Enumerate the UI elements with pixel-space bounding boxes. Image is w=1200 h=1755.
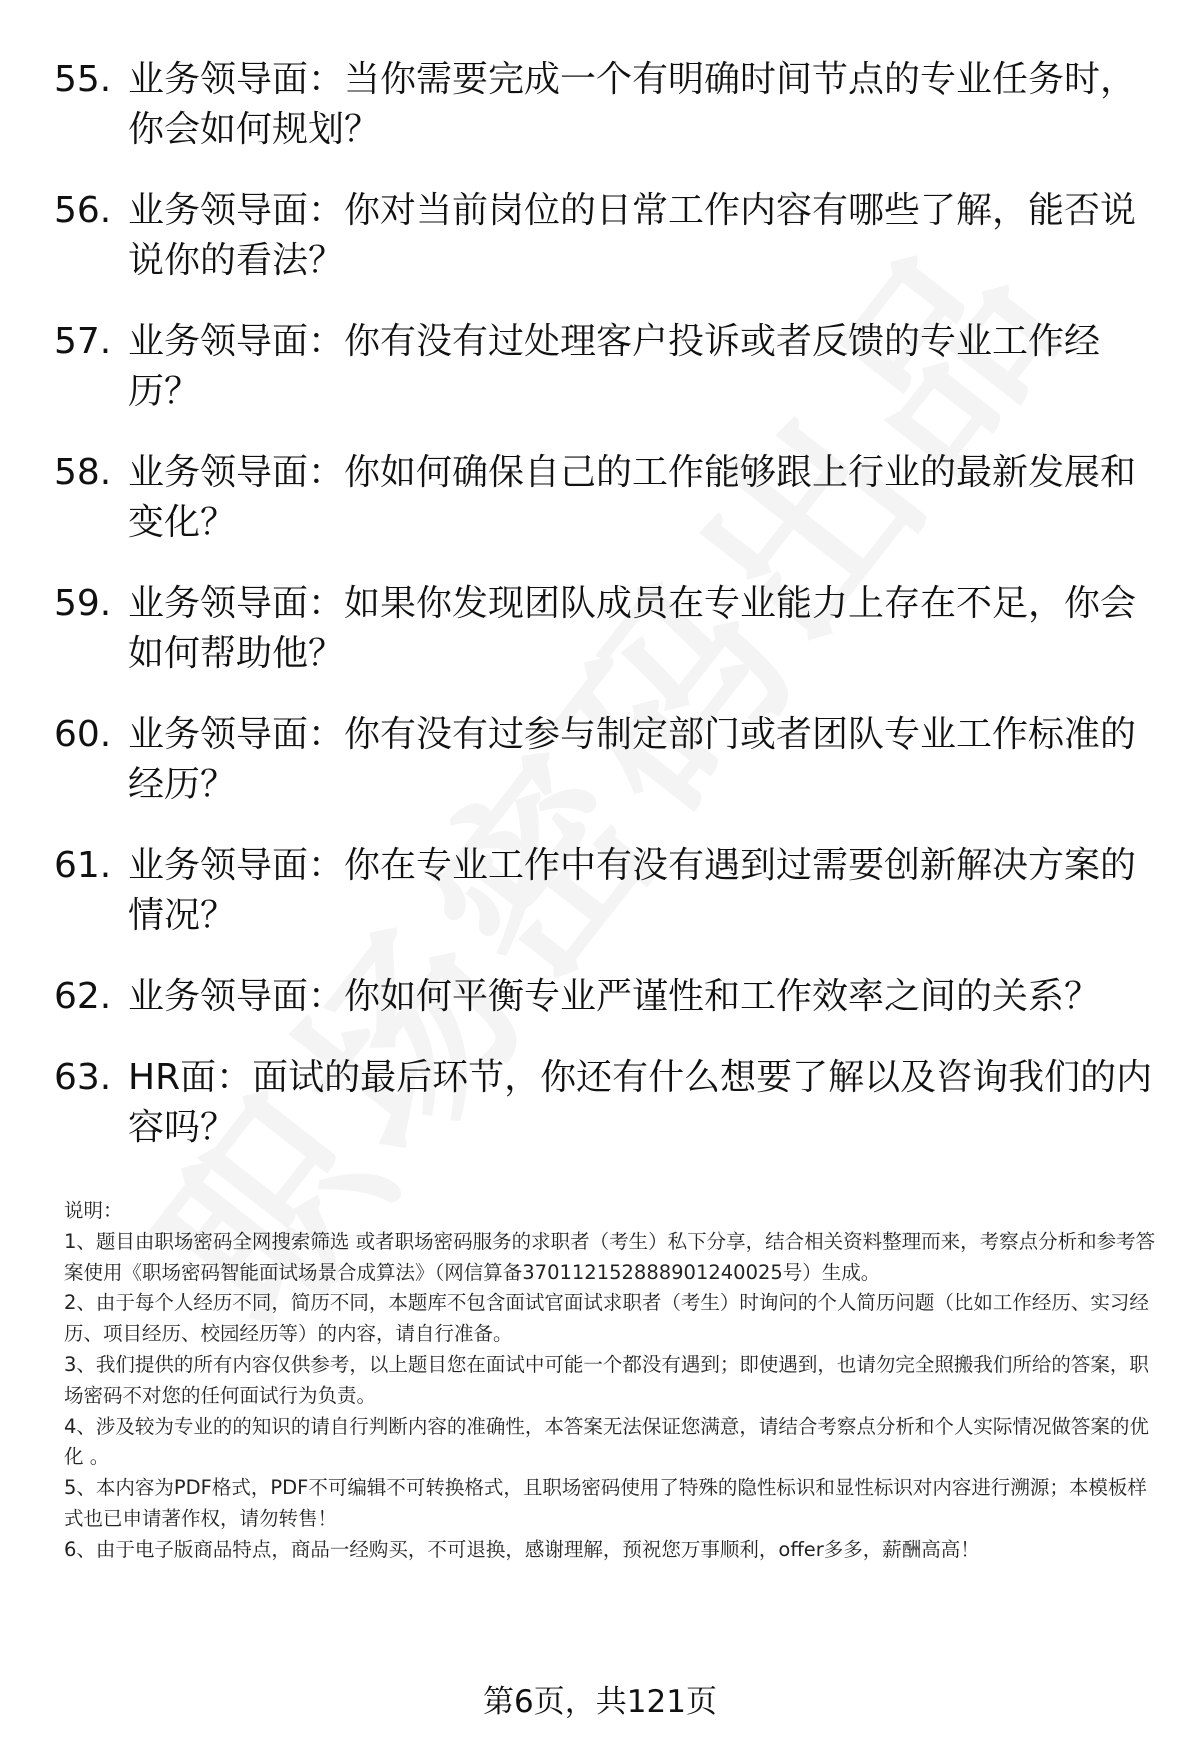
notes-section: [64, 1196, 1164, 1566]
question-list: [54, 55, 1164, 1184]
question-number: 58.: [54, 452, 112, 493]
question-text: 业务领导面：你在专业工作中有没有遇到过需要创新解决方案的情况？: [128, 845, 1137, 936]
question-text: 业务领导面：如果你发现团队成员在专业能力上存在不足，你会如何帮助他？: [128, 583, 1137, 674]
question-text: 业务领导面：你如何平衡专业严谨性和工作效率之间的关系？: [128, 976, 1101, 1017]
question-number: 57.: [54, 321, 112, 362]
question-number: 56.: [54, 190, 112, 231]
question-item: [54, 972, 1164, 1022]
note-item: 1、题目由职场密码全网搜索筛选 或者职场密码服务的求职者（考生）私下分享，结合相关资料整理而来，考察点分析和参考答案使用《职场密码智能面试场景合成算法》（网信算备370112152888901240025号）生成。: [64, 1229, 1156, 1284]
note-item: 2、由于每个人经历不同，简历不同，本题库不包含面试官面试求职者（考生）时询问的个人简历问题（比如工作经历、实习经历、项目经历、校园经历等）的内容，请自行准备。: [64, 1291, 1149, 1346]
question-number: 60.: [54, 714, 112, 755]
page-footer: 第6页，共121页: [483, 1684, 717, 1720]
question-item: [54, 579, 1164, 679]
question-number: 59.: [54, 583, 112, 624]
question-text: 业务领导面：你有没有过参与制定部门或者团队专业工作标准的经历？: [128, 714, 1137, 805]
question-text: 业务领导面：你如何确保自己的工作能够跟上行业的最新发展和变化？: [128, 452, 1137, 543]
question-number: 55.: [54, 59, 112, 100]
question-number: 61.: [54, 845, 112, 886]
note-item: 3、我们提供的所有内容仅供参考，以上题目您在面试中可能一个都没有遇到；即使遇到，也请勿完全照搬我们所给的答案，职场密码不对您的任何面试行为负责。: [64, 1352, 1149, 1407]
question-number: 63.: [54, 1057, 112, 1098]
question-text: 业务领导面：你对当前岗位的日常工作内容有哪些了解，能否说说你的看法？: [128, 190, 1137, 281]
question-text: HR面：面试的最后环节，你还有什么想要了解以及咨询我们的内容吗？: [128, 1057, 1153, 1148]
question-item: [54, 710, 1164, 810]
question-item: [54, 317, 1164, 417]
question-item: [54, 1053, 1164, 1153]
question-text: 业务领导面：你有没有过处理客户投诉或者反馈的专业工作经历？: [128, 321, 1101, 412]
question-item: [54, 841, 1164, 941]
question-text: 业务领导面：当你需要完成一个有明确时间节点的专业任务时，你会如何规划？: [128, 59, 1137, 150]
note-item: 5、本内容为PDF格式，PDF不可编辑不可转换格式，且职场密码使用了特殊的隐性标识和显性标识对内容进行溯源；本模板样式也已申请著作权，请勿转售！: [64, 1476, 1147, 1530]
notes-heading: 说明：: [64, 1199, 123, 1222]
question-item: [54, 186, 1164, 286]
note-item: 4、涉及较为专业的的知识的请自行判断内容的准确性，本答案无法保证您满意，请结合考察点分析和个人实际情况做答案的优化 。: [64, 1414, 1149, 1469]
question-item: [54, 448, 1164, 548]
note-item: 6、由于电子版商品特点，商品一经购买，不可退换，感谢理解，预祝您万事顺利，offer多多，薪酬高高！: [64, 1537, 980, 1561]
question-number: 62.: [54, 976, 112, 1017]
question-item: [54, 55, 1164, 155]
